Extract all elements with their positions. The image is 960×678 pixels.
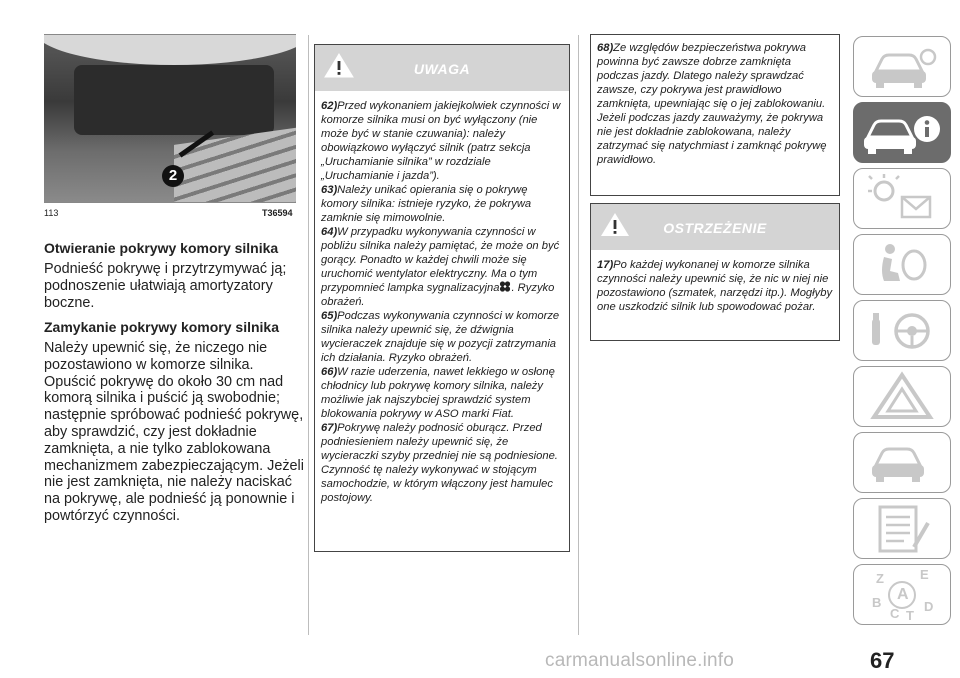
tab-emergency[interactable] <box>853 366 951 427</box>
tab-breakdown[interactable] <box>853 432 951 493</box>
index-letter: C <box>890 606 900 621</box>
note-62: 62)Przed wykonaniem jakiejkolwiek czynności w komorze silnika musi on być wyłączony (nie może być w stanie czuwania): należy obowiązkowo wyłączyć silnik (patrz sekcja „Uruchamianie silnika” w rozdziale „Uruchamianie i jazda”). <box>321 100 561 182</box>
figure-callout: 2 <box>162 165 184 187</box>
ostrzezenie-box <box>590 203 840 341</box>
note-68-box <box>590 34 840 196</box>
fan-warning-light-icon <box>499 281 511 292</box>
note-65: 65)Podczas wykonywania czynności w komorze silnika należy upewnić się, że dźwignia wycieraczek znajduje się w pozycji zatrzymania ich działania. Ryzyko obrażeń. <box>321 310 560 364</box>
car-info-icon <box>854 103 950 162</box>
paragraph-close-hood: Należy upewnić się, że niczego nie pozostawiono w komorze silnika. Opuścić pokrywę do około 30 cm nad komorą silnika i puścić ją swobodnie; następnie spróbować podnieść pokrywę, aby sprawdzić, czy jest dokładnie zamknięta, a nie tylko zablokowana mechanizmem zabezpieczającym. Jeżeli nie jest zamknięta, nie należy naciskać na pokrywę, ale podnieść ją ponownie i powtórzyć czynności. <box>44 340 304 524</box>
tab-dashboard[interactable] <box>853 36 951 97</box>
ostrzezenie-title: OSTRZEŻENIE <box>663 220 767 236</box>
car-breakdown-icon <box>854 433 950 492</box>
tab-index[interactable] <box>853 564 951 625</box>
tab-starting-driving[interactable] <box>853 300 951 361</box>
tab-maintenance[interactable] <box>853 498 951 559</box>
lights-message-icon <box>854 169 950 228</box>
tab-lights-messages[interactable] <box>853 168 951 229</box>
tab-safety[interactable] <box>853 234 951 295</box>
uwaga-box <box>314 44 570 552</box>
warning-triangle-tab-icon <box>854 367 950 426</box>
note-68: 68)Ze względów bezpieczeństwa pokrywa powinna być zawsze dobrze zamknięta podczas jazdy. Dlatego należy sprawdzać zawsze, czy pokrywa jest prawidłowo zamknięta, upewniając się o jej zablokowaniu. Jeżeli podczas jazdy zauważymy, że pokrywa nie jest dokładnie zablokowana, należy zatrzymać się natychmiast i zamknąć pokrywę prawidłowo. <box>597 42 827 166</box>
note-64: 64)W przypadku wykonywania czynności w pobliżu silnika należy pamiętać, że może on być gorący. Ponadto w każdej chwili może się uruchomić wentylator elektryczny. Ma o tym przypomnieć lampka sygnalizacyjna . Ryzyko obrażeń. <box>321 226 560 308</box>
index-letter: A <box>897 586 909 603</box>
note-67: 67)Pokrywę należy podnosić oburącz. Przed podniesieniem należy upewnić się, że wycieraczki szyby przedniej nie są podniesione. Czynność tę należy wykonywać w stojącym samochodzie, w którym włączony jest hamulec postojowy. <box>321 422 558 504</box>
heading-open-hood: Otwieranie pokrywy komory silnika <box>44 240 279 256</box>
uwaga-title: UWAGA <box>413 61 471 77</box>
note-66: 66)W razie uderzenia, nawet lekkiego w osłonę chłodnicy lub pokrywę komory silnika, należy możliwie jak najszybciej sprawdzić system blokowania pokrywy w ASO marki Fiat. <box>321 366 555 420</box>
column-divider <box>308 35 309 635</box>
index-letter: B <box>872 595 882 610</box>
dashboard-car-icon <box>854 37 950 96</box>
paragraph-open-hood: Podnieść pokrywę i przytrzymywać ją; podnoszenie ułatwiają amortyzatory boczne. <box>44 261 287 311</box>
watermark: carmanualsonline.info <box>545 650 735 671</box>
index-letter: E <box>920 567 929 582</box>
tab-car-info[interactable] <box>853 102 951 163</box>
figure-number: 113 <box>44 208 59 218</box>
index-letter: T <box>906 608 914 623</box>
note-63: 63)Należy unikać opierania się o pokrywę komory silnika: istnieje ryzyko, że pokrywa zamknie się mimowolnie. <box>321 184 532 224</box>
index-letter: Z <box>876 571 884 586</box>
engine-bay-photo <box>44 35 296 202</box>
maintenance-list-icon <box>854 499 950 558</box>
index-letter: D <box>924 599 934 614</box>
airbag-seat-icon <box>854 235 950 294</box>
index-letters-icon <box>854 565 950 624</box>
note-17: 17)Po każdej wykonanej w komorze silnika czynności należy upewnić się, że nic w niej nie pozostawiono (szmatek, narzędzi itp.). Mogłyby one uszkodzić silnik lub spowodować pożar. <box>597 259 833 313</box>
page-number: 67 <box>870 648 895 673</box>
heading-close-hood: Zamykanie pokrywy komory silnika <box>44 319 279 335</box>
column-divider <box>578 35 579 635</box>
steering-wheel-icon <box>854 301 950 360</box>
figure-code: T36594 <box>262 208 293 218</box>
